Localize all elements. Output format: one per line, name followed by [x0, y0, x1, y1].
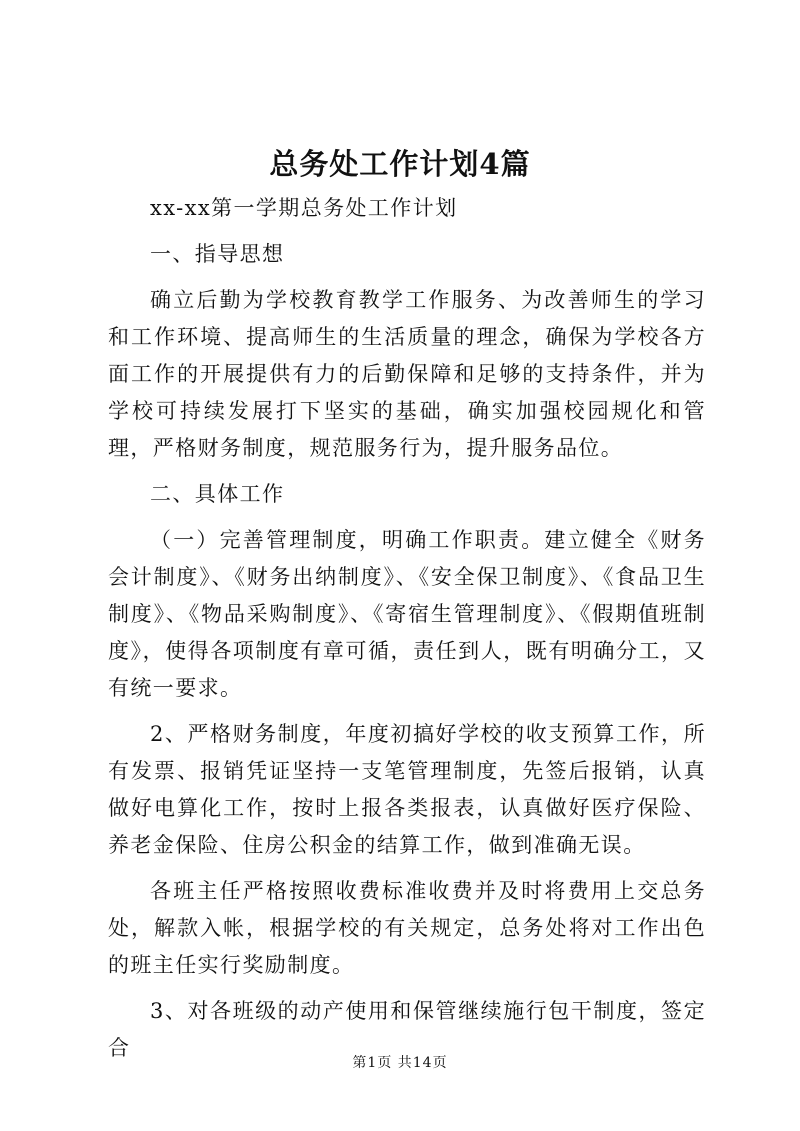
paragraph-financial-system: 2、严格财务制度，年度初搞好学校的收支预算工作，所有发票、报销凭证坚持一支笔管理制度，先签后报销，认真做好电算化工作，按时上报各类报表，认真做好医疗保险、养老金保险、住房公积金的结算工作，做到准确无误。: [108, 722, 706, 857]
paragraph-management-system: （一）完善管理制度，明确工作职责。建立健全《财务会计制度》、《财务出纳制度》、《安全保卫制度》、《食品卫生制度》、《物品采购制度》、《寄宿生管理制度》、《假期值班制度》，使得各项制度有章可循，责任到人，既有明确分工，又有统一要求。: [108, 528, 706, 700]
paragraph-subtitle: xx-xx第一学期总务处工作计划: [150, 196, 458, 220]
paragraph-guiding-ideology: 确立后勤为学校教育教学工作服务、为改善师生的学习和工作环境、提高师生的生活质量的理念，确保为学校各方面工作的开展提供有力的后勤保障和足够的支持条件，并为学校可持续发展打下坚实的基础，确实加强校园规化和管理，严格财务制度，规范服务行为，提升服务品位。: [108, 288, 706, 460]
document-title: 总务处工作计划4篇: [269, 147, 531, 181]
page-footer: 第1页 共14页: [352, 1055, 448, 1071]
section-heading-specific-work: 二、具体工作: [150, 482, 285, 506]
document-body: [108, 190, 706, 1076]
paragraph-asset-management: 3、对各班级的动产使用和保管继续施行包干制度，签定合: [108, 999, 706, 1060]
section-heading-guiding-ideology: 一、指导思想: [150, 242, 285, 266]
paragraph-fee-collection: 各班主任严格按照收费标准收费并及时将费用上交总务处，解款入帐，根据学校的有关规定，总务处将对工作出色的班主任实行奖励制度。: [108, 879, 706, 977]
